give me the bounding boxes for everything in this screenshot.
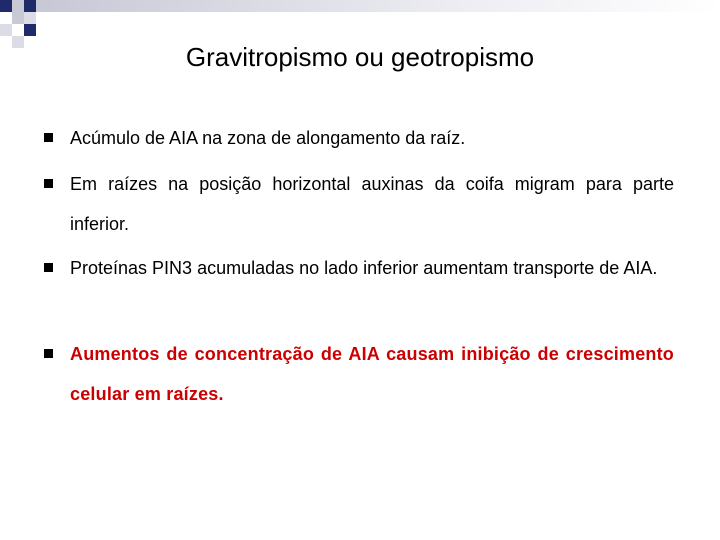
square-bullet-icon [44,179,53,188]
bullet-text: Em raízes na posição horizontal auxinas da coifa migram para parte inferior. [70,174,674,234]
decor-square [24,12,36,24]
square-bullet-icon [44,133,53,142]
bullet-text: Proteínas PIN3 acumuladas no lado inferior aumentam transporte de AIA. [70,258,658,278]
bullet-text-emphasis: Aumentos de concentração de AIA causam inibição de crescimento celular em raízes. [70,344,674,404]
square-bullet-icon [44,349,53,358]
decor-gradient-bar [48,0,720,12]
decor-square [12,0,24,12]
decor-square [24,0,36,12]
decor-square [24,24,36,36]
decor-square [0,24,12,36]
bullet-text: Acúmulo de AIA na zona de alongamento da raíz. [70,128,466,148]
decor-square [12,12,24,24]
decor-square [36,0,48,12]
slide-title: Gravitropismo ou geotropismo [185,42,535,72]
square-bullet-icon [44,263,53,272]
decor-square [0,0,12,12]
